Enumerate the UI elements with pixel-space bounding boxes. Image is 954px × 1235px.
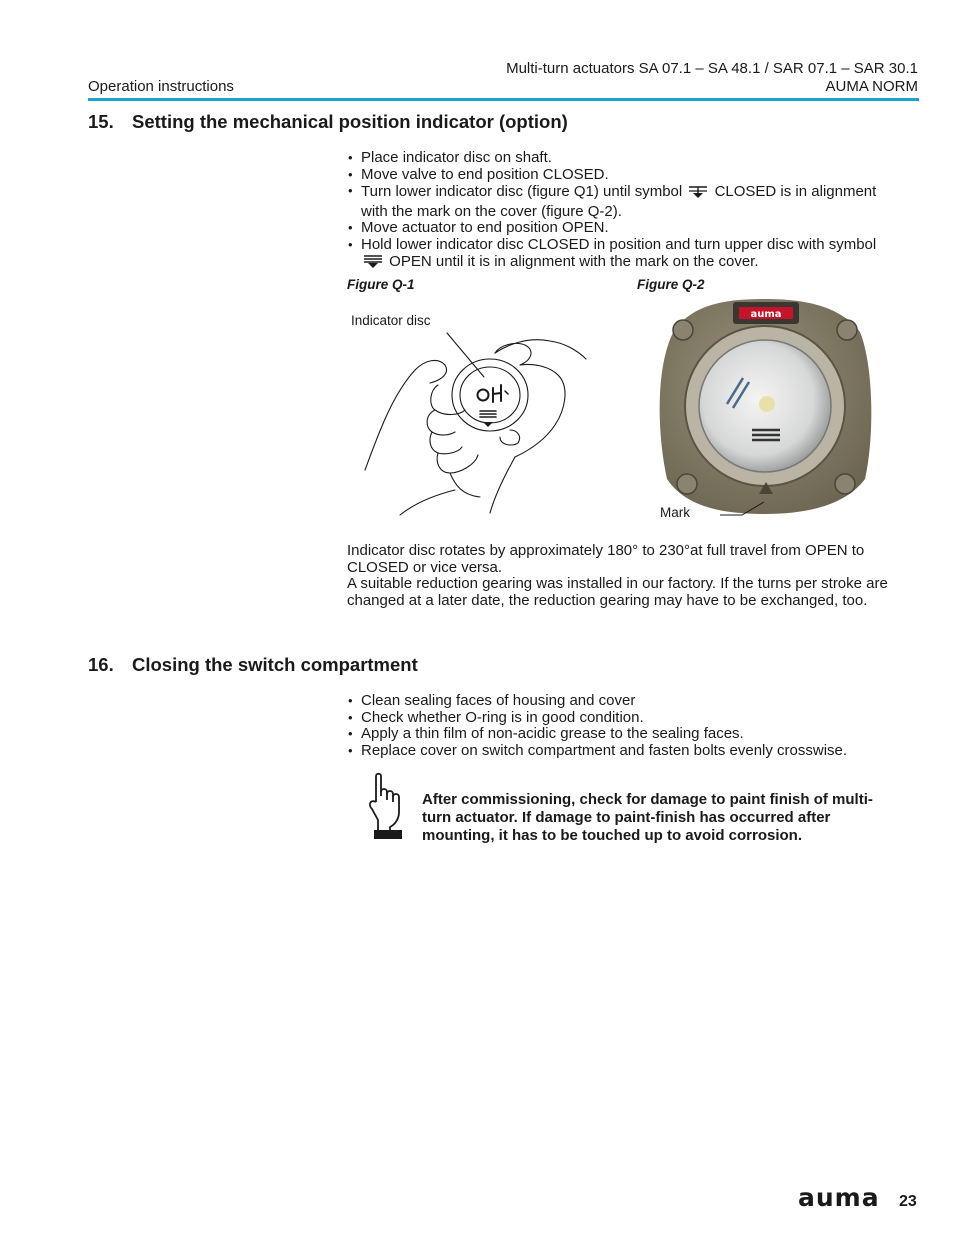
figure-q1-caption: Figure Q-1 xyxy=(347,277,415,292)
list-item: • Hold lower indicator disc CLOSED in position and turn upper disc with symbol OPEN until it is in alignment with the mark on the cover. xyxy=(347,237,917,274)
section-16-steps xyxy=(347,693,917,759)
paragraph-reduction-gearing: A suitable reduction gearing was installed in our factory. If the turns per stroke are changed at a later date, the reduction gearing may have to be exchanged, too. xyxy=(347,575,888,609)
section-title: Setting the mechanical position indicator (option) xyxy=(132,111,568,132)
indicator-disc-label: Indicator disc xyxy=(351,313,431,328)
figure-q2-caption: Figure Q-2 xyxy=(637,277,705,292)
header-rule xyxy=(88,98,919,101)
list-item: • Turn lower indicator disc (figure Q1) until symbol CLOSED is in alignment with the mark on the cover (figure Q-2). xyxy=(347,183,917,220)
brand-plate-text: auma xyxy=(750,309,782,320)
pointing-hand-icon xyxy=(366,772,406,840)
list-item: • Place indicator disc on shaft. xyxy=(347,150,917,167)
header-right-line1: Multi-turn actuators SA 07.1 – SA 48.1 / SAR 07.1 – SAR 30.1 xyxy=(506,60,918,77)
figure-q1-hand-illustration xyxy=(350,325,600,525)
commissioning-note: After commissioning, check for damage to paint finish of multi-turn actuator. If damage to paint-finish has occurred after mounting, it has to be touched up to avoid corrosion. xyxy=(422,791,873,844)
mark-label: Mark xyxy=(660,505,690,520)
paragraph-disc-rotation: Indicator disc rotates by approximately 180° to 230°at full travel from OPEN to CLOSED or vice versa. xyxy=(347,542,865,576)
header-left: Operation instructions xyxy=(88,78,234,95)
closed-symbol-icon xyxy=(688,183,708,204)
list-item: • Replace cover on switch compartment and fasten bolts evenly crosswise. xyxy=(347,743,917,760)
mark-leader-line xyxy=(718,500,768,520)
list-item: • Check whether O-ring is in good condition. xyxy=(347,710,917,727)
list-item: • Apply a thin film of non-acidic grease to the sealing faces. xyxy=(347,726,917,743)
list-item: • Move valve to end position CLOSED. xyxy=(347,167,917,184)
section-15-steps xyxy=(347,150,917,274)
list-item: • Clean sealing faces of housing and cover xyxy=(347,693,917,710)
list-item: • Move actuator to end position OPEN. xyxy=(347,220,917,237)
section-15-heading xyxy=(88,111,568,133)
section-title: Closing the switch compartment xyxy=(132,654,418,675)
footer-brand-logo: auma xyxy=(798,1183,880,1212)
section-number: 16. xyxy=(88,654,114,675)
section-number: 15. xyxy=(88,111,114,132)
page-number: 23 xyxy=(899,1193,917,1210)
header-right-line2: AUMA NORM xyxy=(825,78,918,95)
figure-q2-actuator-cover xyxy=(655,294,875,516)
open-symbol-icon xyxy=(363,253,383,274)
section-16-heading xyxy=(88,654,418,676)
